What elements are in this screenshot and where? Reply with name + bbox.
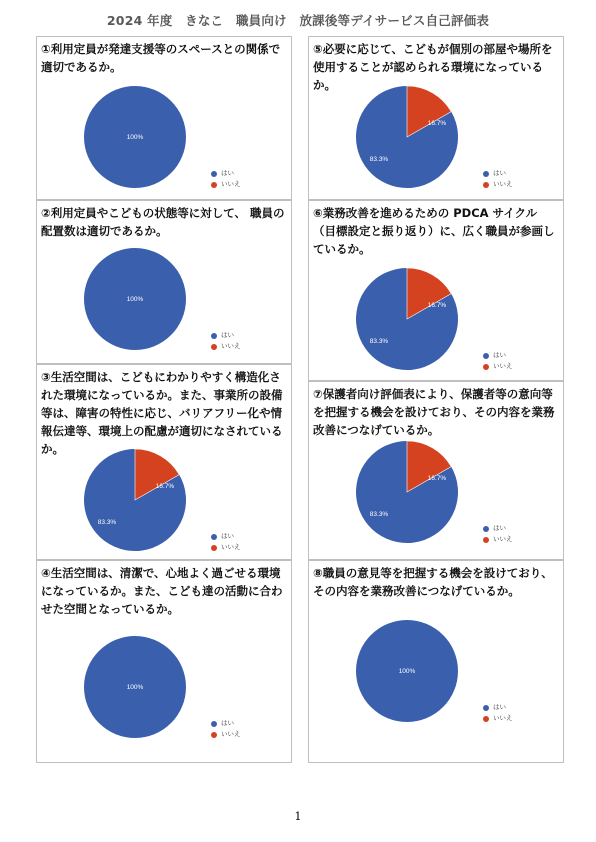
legend-swatch-no bbox=[483, 716, 489, 722]
question-text: ⑧職員の意見等を把握する機会を設けており、その内容を業務改善につなげているか。 bbox=[313, 566, 553, 598]
legend-swatch-no bbox=[211, 344, 217, 350]
legend-label-no: いいえ bbox=[221, 180, 241, 188]
survey-chart-grid bbox=[36, 36, 564, 763]
data-label-yes: 83.3% bbox=[97, 519, 117, 526]
legend-item-yes bbox=[483, 702, 513, 713]
legend-label-yes: はい bbox=[221, 169, 234, 177]
legend-item-yes bbox=[211, 330, 241, 341]
chart-legend bbox=[483, 702, 513, 724]
chart-legend bbox=[211, 718, 241, 740]
question-card-8 bbox=[308, 560, 564, 763]
pie-chart bbox=[309, 561, 565, 764]
chart-legend bbox=[483, 523, 513, 545]
legend-swatch-no bbox=[483, 182, 489, 188]
question-text: ②利用定員やこどもの状態等に対して、 職員の配置数は適切であるか。 bbox=[41, 206, 285, 238]
data-label-no: 16.7% bbox=[427, 120, 447, 127]
pie-chart bbox=[309, 201, 565, 382]
legend-item-no bbox=[483, 361, 513, 372]
legend-item-yes bbox=[483, 350, 513, 361]
legend-label-yes: はい bbox=[493, 524, 506, 532]
legend-swatch-no bbox=[211, 732, 217, 738]
question-card-6 bbox=[308, 200, 564, 381]
question-card-4 bbox=[36, 560, 292, 763]
legend-item-yes bbox=[211, 168, 241, 179]
data-label-yes: 83.3% bbox=[369, 511, 389, 518]
data-label-yes: 83.3% bbox=[369, 338, 389, 345]
legend-swatch-yes bbox=[211, 333, 217, 339]
question-text: ⑦保護者向け評価表により、保護者等の意向等を把握する機会を設けており、その内容を業務改善につなげているか。 bbox=[313, 387, 555, 437]
question-card-5 bbox=[308, 36, 564, 200]
chart-legend bbox=[483, 168, 513, 190]
page-title: 2024 年度 きなこ 職員向け 放課後等デイサービス自己評価表 bbox=[106, 13, 490, 28]
legend-swatch-yes bbox=[211, 171, 217, 177]
legend-label-yes: はい bbox=[493, 169, 506, 177]
page-number: 1 bbox=[294, 810, 302, 823]
data-label-no: 16.7% bbox=[155, 483, 175, 490]
legend-swatch-yes bbox=[483, 171, 489, 177]
legend-swatch-yes bbox=[483, 353, 489, 359]
question-card-7 bbox=[308, 381, 564, 560]
chart-legend bbox=[211, 168, 241, 190]
question-text: ③生活空間は、こどもにわかりやすく構造化された環境になっているか。また、事業所の設備等は、障害の特性に応じ、バリアフリー化や情報伝達等、環境上の配慮が適切になされているか。 bbox=[41, 370, 283, 456]
legend-label-yes: はい bbox=[221, 532, 234, 540]
legend-item-no bbox=[211, 542, 241, 553]
legend-label-no: いいえ bbox=[493, 362, 513, 370]
legend-item-yes bbox=[211, 531, 241, 542]
question-text: ①利用定員が発達支援等のスペースとの関係で適切であるか。 bbox=[41, 42, 281, 74]
legend-item-no bbox=[211, 341, 241, 352]
data-label-yes: 100% bbox=[126, 296, 144, 303]
legend-item-no bbox=[483, 534, 513, 545]
question-card-2 bbox=[36, 200, 292, 364]
legend-swatch-yes bbox=[483, 526, 489, 532]
data-label-yes: 100% bbox=[126, 684, 144, 691]
legend-item-yes bbox=[483, 523, 513, 534]
legend-item-no bbox=[211, 729, 241, 740]
question-text: ⑤必要に応じて、こどもが個別の部屋や場所を使用することが認められる環境になっているか。 bbox=[313, 42, 553, 92]
legend-label-yes: はい bbox=[221, 331, 234, 339]
data-label-yes: 100% bbox=[398, 668, 416, 675]
pie-chart bbox=[309, 37, 565, 201]
legend-label-no: いいえ bbox=[493, 535, 513, 543]
legend-item-yes bbox=[483, 168, 513, 179]
legend-swatch-yes bbox=[483, 705, 489, 711]
legend-label-no: いいえ bbox=[493, 714, 513, 722]
data-label-no: 16.7% bbox=[427, 475, 447, 482]
legend-label-no: いいえ bbox=[221, 730, 241, 738]
data-label-yes: 83.3% bbox=[369, 156, 389, 163]
pie-chart bbox=[37, 365, 293, 561]
chart-legend bbox=[211, 531, 241, 553]
legend-label-no: いいえ bbox=[221, 543, 241, 551]
pie-chart bbox=[37, 37, 293, 201]
pie-chart bbox=[37, 201, 293, 365]
data-label-yes: 100% bbox=[126, 134, 144, 141]
question-card-1 bbox=[36, 36, 292, 200]
legend-label-yes: はい bbox=[493, 703, 506, 711]
question-text: ⑥業務改善を進めるための PDCA サイクル（目標設定と振り返り）に、広く職員が参画しているか。 bbox=[313, 206, 555, 256]
legend-item-no bbox=[483, 713, 513, 724]
legend-swatch-no bbox=[483, 364, 489, 370]
legend-item-no bbox=[211, 179, 241, 190]
legend-swatch-no bbox=[211, 182, 217, 188]
pie-chart bbox=[37, 561, 293, 764]
legend-swatch-yes bbox=[211, 534, 217, 540]
chart-legend bbox=[483, 350, 513, 372]
legend-swatch-no bbox=[483, 537, 489, 543]
legend-item-yes bbox=[211, 718, 241, 729]
legend-label-yes: はい bbox=[493, 351, 506, 359]
legend-label-no: いいえ bbox=[493, 180, 513, 188]
question-text: ④生活空間は、清潔で、心地よく過ごせる環境になっているか。また、こども達の活動に合わせた空間となっているか。 bbox=[41, 566, 283, 616]
legend-swatch-no bbox=[211, 545, 217, 551]
legend-swatch-yes bbox=[211, 721, 217, 727]
pie-chart bbox=[309, 382, 565, 561]
chart-legend bbox=[211, 330, 241, 352]
legend-item-no bbox=[483, 179, 513, 190]
legend-label-yes: はい bbox=[221, 719, 234, 727]
legend-label-no: いいえ bbox=[221, 342, 241, 350]
question-card-3 bbox=[36, 364, 292, 560]
data-label-no: 16.7% bbox=[427, 302, 447, 309]
